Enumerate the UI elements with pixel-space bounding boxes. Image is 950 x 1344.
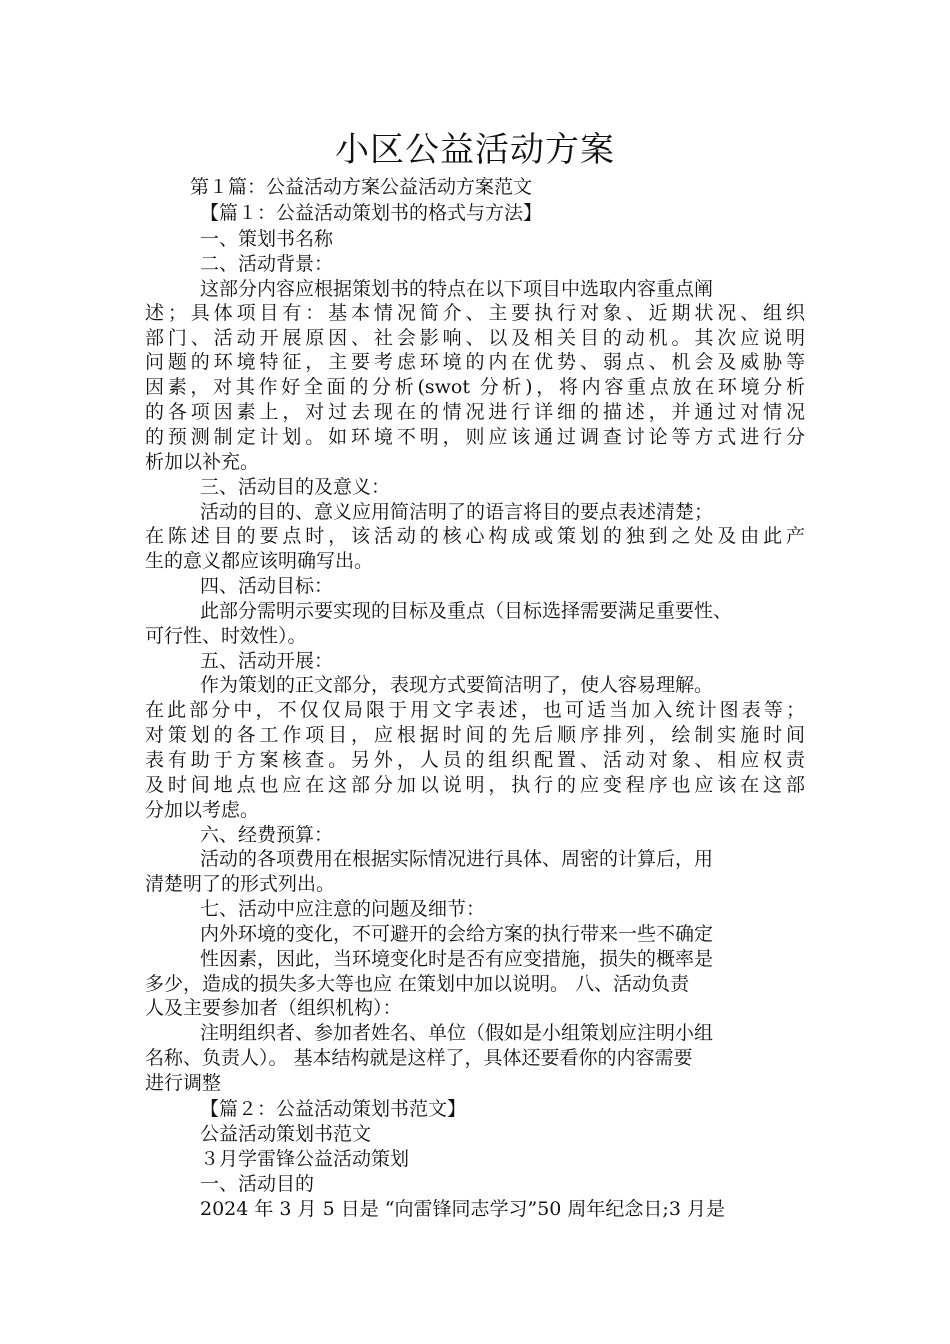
item-heading: 二、活动背景： [200, 253, 334, 275]
paragraph-line: 内外环境的变化，不可避开的会给方案的执行带来一些不确定 [200, 923, 714, 945]
paragraph-line: 表有助于方案核查。另外，人员的组织配置、活动对象、相应权责 [145, 749, 805, 771]
paragraph-line: 生的意义都应该明确写出。 [145, 550, 374, 572]
paragraph-line: 活动的各项费用在根据实际情况进行具体、周密的计算后，用 [200, 848, 714, 870]
paragraph-line: ３月学雷锋公益活动策划 [200, 1148, 410, 1170]
chapter-heading: 第１篇：公益活动方案公益活动方案范文 [190, 176, 533, 198]
paragraph-line: 活动的目的、意义应用简洁明了的语言将目的要点表述清楚； [200, 501, 714, 523]
paragraph-line: 人及主要参加者（组织机构）： [145, 997, 402, 1019]
paragraph-line: 对策划的各工作项目，应根据时间的先后顺序排列，绘制实施时间 [145, 724, 805, 746]
item-heading: 一、活动目的 [200, 1173, 315, 1195]
paragraph-line: 可行性、时效性）。 [145, 625, 307, 647]
paragraph-line: 在此部分中，不仅仅局限于用文字表述，也可适当加入统计图表等； [145, 699, 805, 721]
paragraph-line: 问题的环境特征，主要考虑环境的内在优势、弱点、机会及威胁等 [145, 351, 805, 373]
paragraph-line: 性因素，因此，当环境变化时是否有应变措施，损失的概率是 [200, 948, 714, 970]
paragraph-line: 注明组织者、参加者姓名、单位（假如是小组策划应注明小组 [200, 1022, 714, 1044]
item-heading: 四、活动目标： [200, 575, 334, 597]
paragraph-line: 作为策划的正文部分，表现方式要简洁明了，使人容易理解。 [200, 674, 714, 696]
paragraph-line: 此部分需明示要实现的目标及重点（目标选择需要满足重要性、 [200, 600, 733, 622]
item-heading: 一、策划书名称 [200, 228, 334, 250]
paragraph-line: 进行调整 [145, 1072, 222, 1094]
paragraph-line: 因素，对其作好全面的分析(swot 分析)，将内容重点放在环境分析 [145, 376, 805, 398]
item-heading: 六、经费预算： [200, 824, 334, 846]
paragraph-line: 述；具体项目有：基本情况简介、主要执行对象、近期状况、组织 [145, 302, 805, 324]
paragraph-line: 名称、负责人）。 基本结构就是这样了，具体还要看你的内容需要 [145, 1047, 693, 1069]
paragraph-line: 的预测制定计划。如环境不明，则应该通过调查讨论等方式进行分 [145, 426, 805, 448]
paragraph-line: 在陈述目的要点时，该活动的核心构成或策划的独到之处及由此产 [145, 525, 805, 547]
paragraph-line: 析加以补充。 [145, 451, 260, 473]
paragraph-line: 的各项因素上，对过去现在的情况进行详细的描述，并通过对情况 [145, 401, 805, 423]
paragraph-line: 公益活动策划书范文 [200, 1123, 372, 1145]
paragraph-line: 这部分内容应根据策划书的特点在以下项目中选取内容重点阐 [200, 278, 714, 300]
document-title: 小区公益活动方案 [335, 130, 615, 170]
paragraph-line: 部门、活动开展原因、社会影响、以及相关目的动机。其次应说明 [145, 327, 805, 349]
item-heading: 五、活动开展： [200, 650, 334, 672]
section-heading: 【篇２：公益活动策划书范文】 [200, 1098, 467, 1120]
paragraph-line: 清楚明了的形式列出。 [145, 873, 336, 895]
item-heading: 三、活动目的及意义： [200, 476, 391, 498]
paragraph-line: 多少，造成的损失多大等也应 在策划中加以说明。 八、活动负责 [145, 973, 690, 995]
paragraph-line: 及时间地点也应在这部分加以说明，执行的应变程序也应该在这部 [145, 774, 805, 796]
paragraph-line: 2024 年 3 月 5 日是 “向雷锋同志学习”50 周年纪念日;3 月是 [200, 1198, 725, 1220]
paragraph-line: 分加以考虑。 [145, 799, 260, 821]
item-heading: 七、活动中应注意的问题及细节： [200, 898, 486, 920]
section-heading: 【篇１：公益活动策划书的格式与方法】 [200, 202, 543, 224]
